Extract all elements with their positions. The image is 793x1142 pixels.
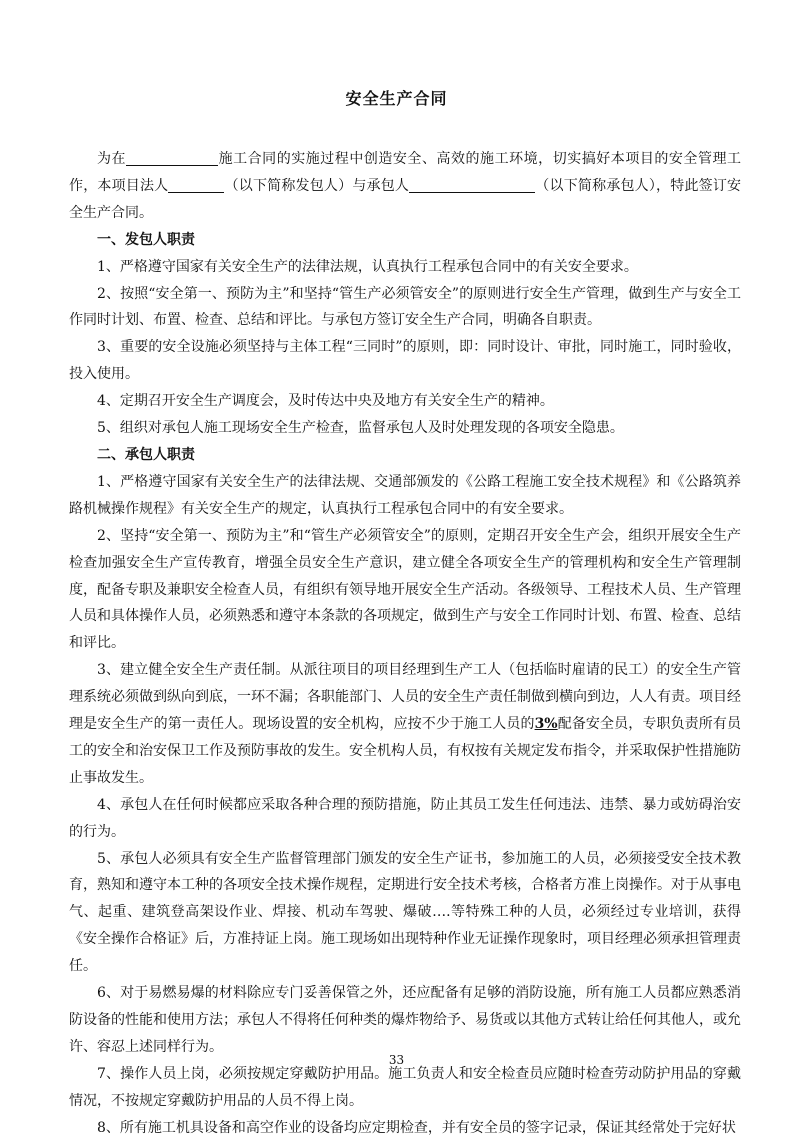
intro-text-c: （以下简称发包人）与承包人 [224, 177, 410, 194]
blank-contractor-name [409, 176, 535, 193]
blank-employer-name [168, 176, 224, 193]
section-heading-employer: 一、发包人职责 [97, 231, 195, 248]
contractor-duty-7: 7、操作人员上岗，必须按规定穿戴防护用品。施工负责人和安全检查员应随时检查劳动防护用品的穿戴情况，不按规定穿戴防护用品的人员不得上岗。 [69, 1065, 741, 1109]
contractor-duty-3-text-a: 3、建立健全安全生产责任制。从派往项目的项目经理到生产工人（包括临时雇请的民工）的安全生产管理系统必须做到纵向到底，一环不漏；各职能部门、人员的安全生产责任制做到横向到边，人人有责。项目经理是安全生产的第一责任人。现场设置的安全机构，应按不少于施工人员的 [69, 662, 741, 733]
employer-duty-1: 1、严格遵守国家有关安全生产的法律法规，认真执行工程承包合同中的有关安全要求。 [97, 258, 638, 275]
employer-duty-4: 4、定期召开安全生产调度会，及时传达中央及地方有关安全生产的精神。 [97, 393, 554, 410]
blank-project-name [126, 149, 218, 166]
contractor-duty-8: 8、所有施工机具设备和高空作业的设备均应定期检查，并有安全员的签字记录，保证其经常处于完好状 [97, 1119, 736, 1136]
document-title: 安全生产合同 [345, 89, 448, 108]
contractor-duty-6: 6、对于易燃易爆的材料除应专门妥善保管之外，还应配备有足够的消防设施，所有施工人员都应熟悉消防设备的性能和使用方法；承包人不得将任何种类的爆炸物给予、易货或以其他方式转让给任何其他人，或允许、容忍上述同样行为。 [69, 985, 741, 1055]
intro-text-d: （以下简称承包人），特此签订安全生产合同。 [69, 177, 742, 221]
safety-staff-ratio: 3% [534, 716, 558, 733]
contractor-duty-2: 2、坚持“安全第一、预防为主”和“管生产必须管安全”的原则，定期召开安全生产会，组织开展安全生产检查加强安全生产宣传教育，增强全员安全生产意识，建立健全各项安全生产的管理机构和安全生产管理制度，配备专职及兼职安全检查人员，有组织有领导地开展安全生产活动。各级领导、工程技术人员、生产管理人员和具体操作人员，必须熟悉和遵守本条款的各项规定，做到生产与安全工作同时计划、布置、检查、总结和评比。 [69, 527, 741, 652]
page-number: 33 [388, 1053, 405, 1067]
employer-duty-3: 3、重要的安全设施必须坚持与主体工程“三同时”的原则，即：同时设计、审批，同时施工，同时验收，投入使用。 [69, 339, 741, 383]
document-body [69, 146, 741, 1142]
employer-duty-2: 2、按照“安全第一、预防为主”和坚持“管生产必须管安全”的原则进行安全生产管理，做到生产与安全工作同时计划、布置、检查、总结和评比。与承包方签订安全生产合同，明确各自职责。 [69, 285, 741, 329]
contractor-duty-3 [69, 657, 741, 792]
intro-text-b: 施工合同的实施过程中创造安全、高效的施工环境，切实搞好本项目的安全管理工作，本项目法人 [69, 151, 742, 194]
employer-duty-5: 5、组织对承包人施工现场安全生产检查，监督承包人及时处理发现的各项安全隐患。 [97, 420, 624, 437]
contractor-duty-5: 5、承包人必须具有安全生产监督管理部门颁发的安全生产证书，参加施工的人员，必须接受安全技术教育，熟知和遵守本工种的各项安全技术操作规程，定期进行安全技术考核，合格者方准上岗操作。对于从事电气、起重、建筑登高架设作业、焊接、机动车驾驶、爆破….等特殊工种的人员，必须经过专业培训，获得《安全操作合格证》后，方准持证上岗。施工现场如出现特种作业无证操作现象时，项目经理必须承担管理责任。 [69, 850, 741, 975]
contractor-duty-1: 1、严格遵守国家有关安全生产的法律法规、交通部颁发的《公路工程施工安全技术规程》和《公路筑养路机械操作规程》有关安全生产的规定，认真执行工程承包合同中的有安全要求。 [69, 473, 741, 517]
intro-paragraph [69, 146, 741, 227]
intro-text-a: 为在 [97, 151, 127, 167]
contractor-duty-3-text-b: 配备安全员，专职负责所有员工的安全和治安保卫工作及预防事故的发生。安全机构人员，有权按有关规定发布指令，并采取保护性措施防止事故发生。 [69, 716, 742, 786]
section-heading-contractor: 二、承包人职责 [97, 446, 195, 463]
contractor-duty-4: 4、承包人在任何时候都应采取各种合理的预防措施，防止其员工发生任何违法、违禁、暴力或妨碍治安的行为。 [69, 796, 741, 840]
